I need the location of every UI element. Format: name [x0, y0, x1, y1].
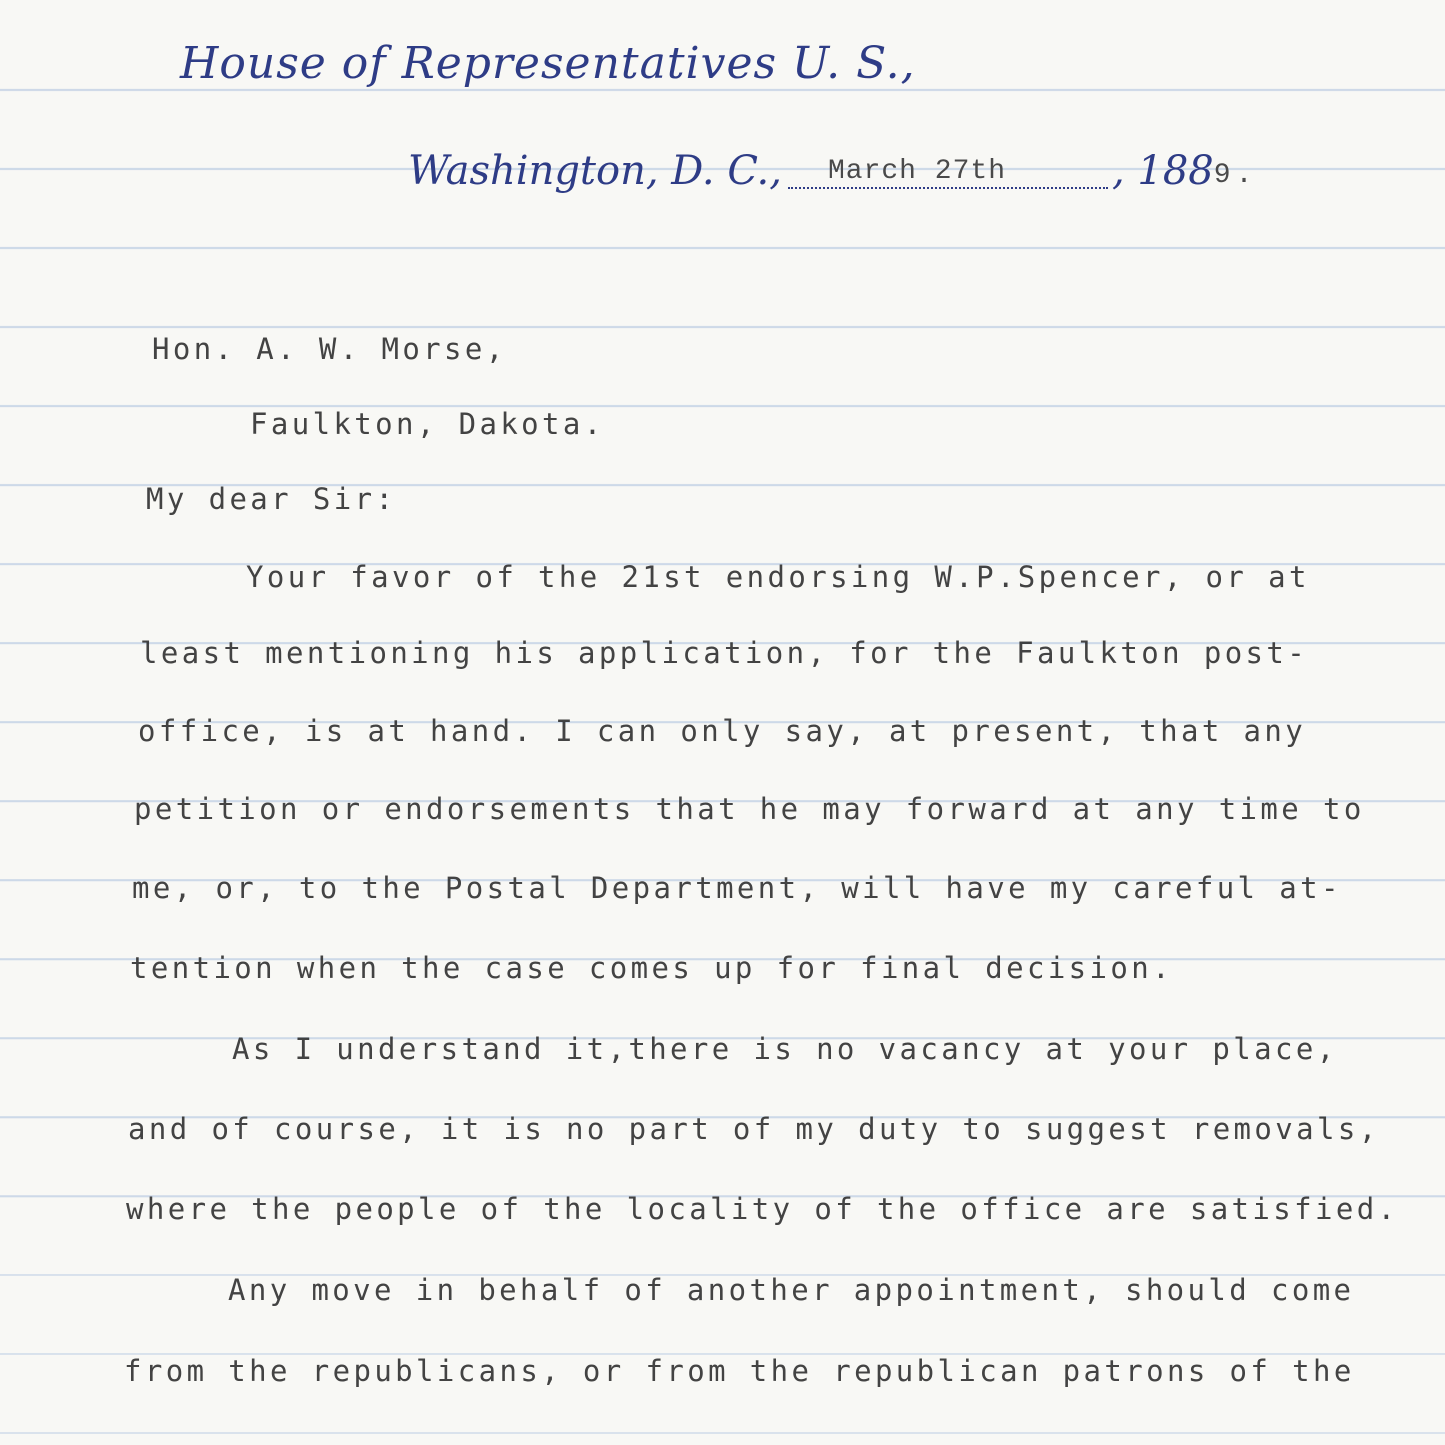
body-line: and of course, it is no part of my duty to suggest removals, [128, 1112, 1380, 1146]
dateline [408, 148, 1252, 194]
body-line: petition or endorsements that he may forward at any time to [134, 792, 1365, 826]
dateline-year-prefix: , 188 [1111, 148, 1214, 194]
dateline-place: Washington, D. C., [408, 148, 782, 194]
dateline-period: . [1235, 160, 1253, 191]
letterhead-title: House of Representatives U. S., [180, 38, 916, 89]
body-line: where the people of the locality of the office are satisfied. [126, 1192, 1399, 1226]
addressee-name: Hon. A. W. Morse, [152, 332, 507, 366]
body-line: from the republicans, or from the republican patrons of the [124, 1354, 1355, 1388]
dateline-year-digit: 9 [1213, 160, 1231, 191]
body-line: me, or, to the Postal Department, will have my careful at- [132, 871, 1342, 905]
body-line: Any move in behalf of another appointment, should come [228, 1273, 1355, 1307]
salutation: My dear Sir: [146, 482, 397, 516]
body-line: office, is at hand. I can only say, at present, that any [138, 714, 1307, 748]
body-line: least mentioning his application, for the Faulkton post- [140, 636, 1309, 670]
body-line: tention when the case comes up for final decision. [130, 951, 1173, 985]
addressee-location: Faulkton, Dakota. [250, 407, 605, 441]
dateline-date: March 27th [788, 156, 1108, 189]
body-line: Your favor of the 21st endorsing W.P.Spencer, or at [246, 560, 1310, 594]
body-line: As I understand it,there is no vacancy at your place, [232, 1032, 1338, 1066]
